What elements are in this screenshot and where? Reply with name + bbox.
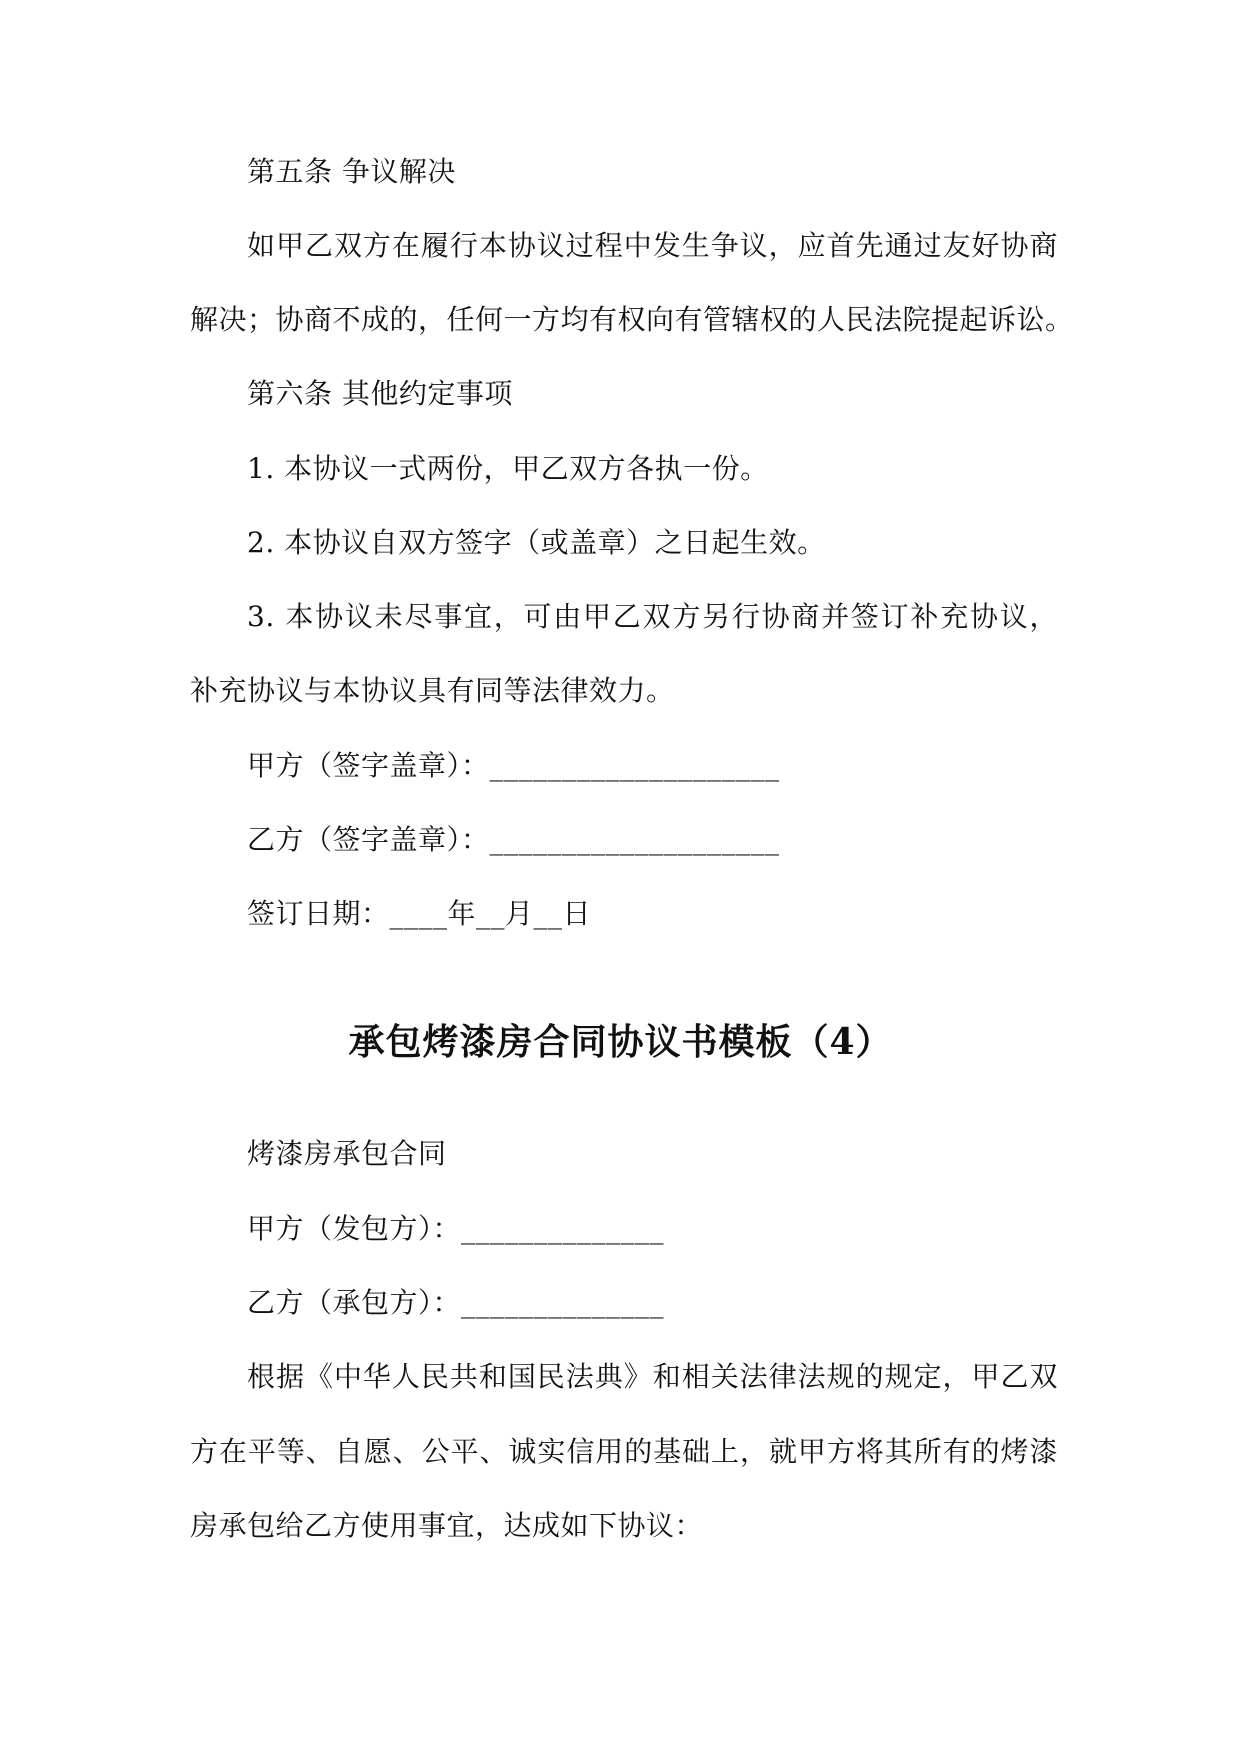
party-b-contractor-field: 乙方（承包方）：______________: [247, 1286, 665, 1319]
preamble-line-3: 房承包给乙方使用事宜，达成如下协议：: [190, 1509, 704, 1542]
preamble-line-1: 根据《中华人民共和国民法典》和相关法律法规的规定，甲乙双: [247, 1360, 1058, 1393]
article-6-item-2: 2. 本协议自双方签字（或盖章）之日起生效。: [247, 526, 826, 559]
document-title: 承包烤漆房合同协议书模板（4）: [348, 1021, 893, 1063]
party-b-signature-line: 乙方（签字盖章）：____________________: [247, 823, 780, 856]
contract-subtitle: 烤漆房承包合同: [247, 1137, 447, 1170]
article-6-item-1: 1. 本协议一式两份，甲乙双方各执一份。: [247, 452, 769, 485]
party-a-contractor-field: 甲方（发包方）：______________: [247, 1212, 665, 1245]
article-6-item-3-line-2: 补充协议与本协议具有同等法律效力。: [190, 674, 675, 707]
article-6-item-3-line-1: 3. 本协议未尽事宜，可由甲乙双方另行协商并签订补充协议，: [247, 600, 1058, 633]
article-5-heading: 第五条 争议解决: [247, 155, 456, 188]
preamble-line-2: 方在平等、自愿、公平、诚实信用的基础上，就甲方将其所有的烤漆: [190, 1435, 1058, 1468]
article-6-heading: 第六条 其他约定事项: [247, 377, 513, 410]
signing-date-line: 签订日期：____年__月__日: [247, 897, 592, 930]
article-5-paragraph-line-1: 如甲乙双方在履行本协议过程中发生争议，应首先通过友好协商: [247, 229, 1058, 262]
article-5-paragraph-line-2: 解决；协商不成的，任何一方均有权向有管辖权的人民法院提起诉讼。: [190, 303, 1074, 336]
party-a-signature-line: 甲方（签字盖章）：____________________: [247, 749, 780, 782]
